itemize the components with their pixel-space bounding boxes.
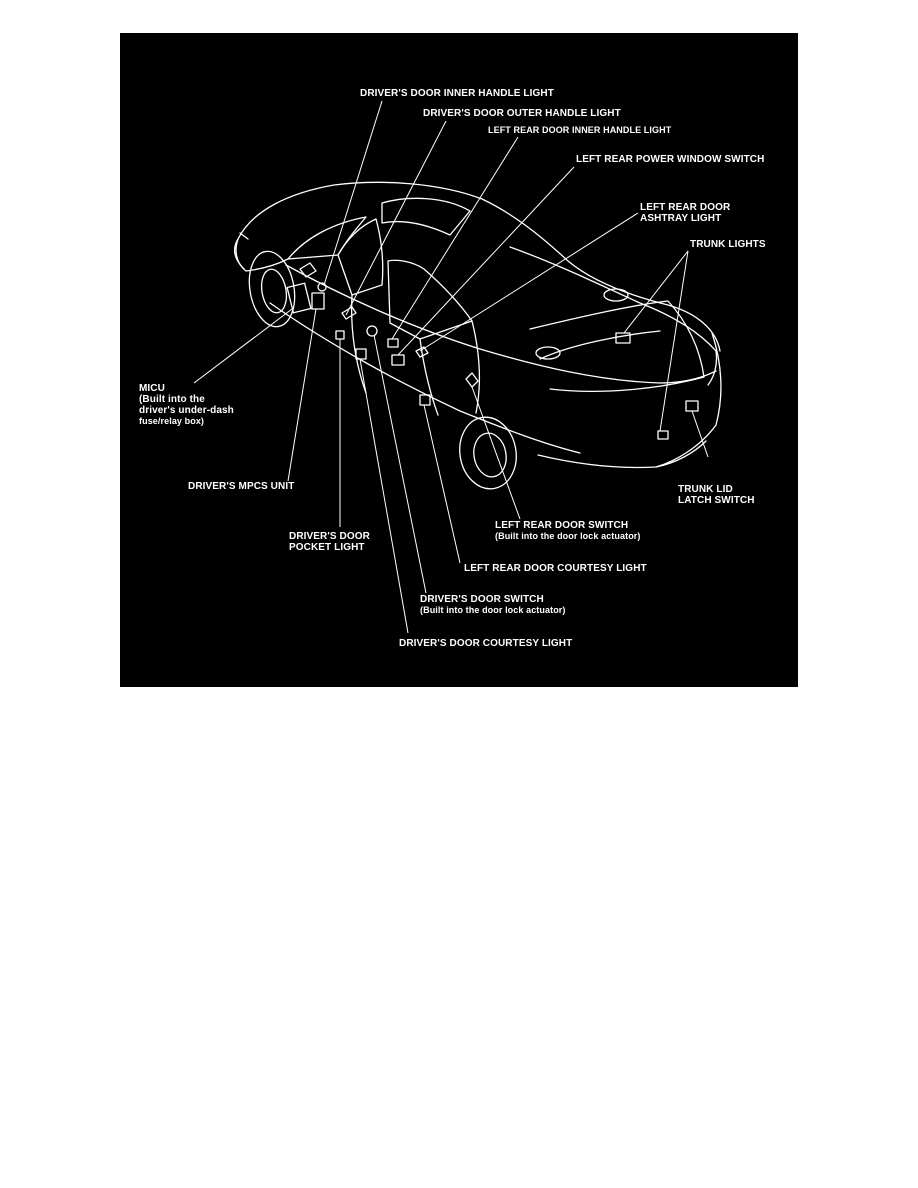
label-left-rear-power-window-switch: LEFT REAR POWER WINDOW SWITCH — [576, 154, 765, 165]
component-location-diagram — [120, 33, 798, 687]
trunk-light-box — [616, 333, 630, 343]
leader-inner-handle — [324, 101, 382, 285]
car-front-wheel-hub — [258, 267, 289, 314]
label-drivers-door-outer-handle-light: DRIVER'S DOOR OUTER HANDLE LIGHT — [423, 108, 621, 119]
leader-ashtray — [420, 213, 638, 351]
rear-inner-handle-light — [388, 339, 398, 347]
car-windshield — [288, 217, 366, 259]
label-drivers-door-pocket-light-2: POCKET LIGHT — [289, 542, 365, 553]
door-switch — [367, 326, 377, 336]
label-micu-1: MICU — [139, 383, 165, 394]
label-drivers-door-switch-2: (Built into the door lock actuator) — [420, 605, 566, 615]
label-drivers-door-courtesy-light: DRIVER'S DOOR COURTESY LIGHT — [399, 638, 573, 649]
car-belt-line — [286, 265, 716, 383]
leader-mpcs — [288, 309, 316, 481]
leader-rear-inner-handle — [392, 137, 518, 339]
leader-window-switch — [398, 167, 574, 355]
car-sunroof — [382, 198, 470, 235]
leader-door-switch — [374, 335, 426, 593]
trunk-lid-latch-box — [658, 431, 668, 439]
leader-trunk-lights-b — [660, 251, 688, 431]
car-rear-window — [388, 260, 472, 339]
trunk-lid-latch-switch — [686, 401, 698, 411]
mpcs-unit — [312, 293, 324, 309]
car-rear-fascia — [538, 441, 706, 468]
car-rear-shelf-ellipse — [540, 331, 660, 359]
car-rear-door-end — [472, 321, 479, 413]
label-left-rear-door-courtesy-light: LEFT REAR DOOR COURTESY LIGHT — [464, 563, 647, 574]
leader-rear-courtesy — [424, 405, 460, 563]
label-trunk-lights: TRUNK LIGHTS — [690, 239, 766, 250]
label-left-rear-door-ashtray-light-1: LEFT REAR DOOR — [640, 202, 731, 213]
label-drivers-mpcs-unit: DRIVER'S MPCS UNIT — [188, 481, 295, 492]
label-trunk-lid-latch-switch-2: LATCH SWITCH — [678, 495, 755, 506]
trunk-light-right — [604, 289, 628, 301]
car-rear-bumper — [656, 333, 721, 467]
car-side-mirror — [300, 263, 316, 277]
leader-lines — [194, 101, 708, 633]
car-rear-door-cut — [420, 339, 438, 415]
micu-box — [287, 283, 311, 313]
label-trunk-lid-latch-switch-1: TRUNK LID — [678, 484, 733, 495]
leader-courtesy-front — [360, 359, 408, 633]
label-left-rear-door-switch-2: (Built into the door lock actuator) — [495, 531, 641, 541]
car-rear-wheel — [454, 413, 522, 494]
label-left-rear-door-switch-1: LEFT REAR DOOR SWITCH — [495, 520, 629, 531]
label-micu-2: (Built into the — [139, 394, 205, 405]
leader-rear-door-switch — [472, 387, 520, 519]
leader-micu — [194, 309, 292, 383]
rear-window-switch — [392, 355, 404, 365]
pocket-light — [336, 331, 344, 339]
car-illustration — [120, 33, 798, 687]
label-left-rear-door-ashtray-light-2: ASHTRAY LIGHT — [640, 213, 722, 224]
label-drivers-door-inner-handle-light: DRIVER'S DOOR INNER HANDLE LIGHT — [360, 88, 554, 99]
label-drivers-door-switch-1: DRIVER'S DOOR SWITCH — [420, 594, 544, 605]
label-drivers-door-pocket-light-1: DRIVER'S DOOR — [289, 531, 370, 542]
label-micu-3: driver's under-dash — [139, 405, 234, 416]
label-left-rear-door-inner-handle-light: LEFT REAR DOOR INNER HANDLE LIGHT — [488, 125, 672, 135]
car-hood-outline — [236, 239, 288, 271]
rear-door-switch — [466, 373, 478, 387]
label-micu-4: fuse/relay box) — [139, 416, 205, 426]
